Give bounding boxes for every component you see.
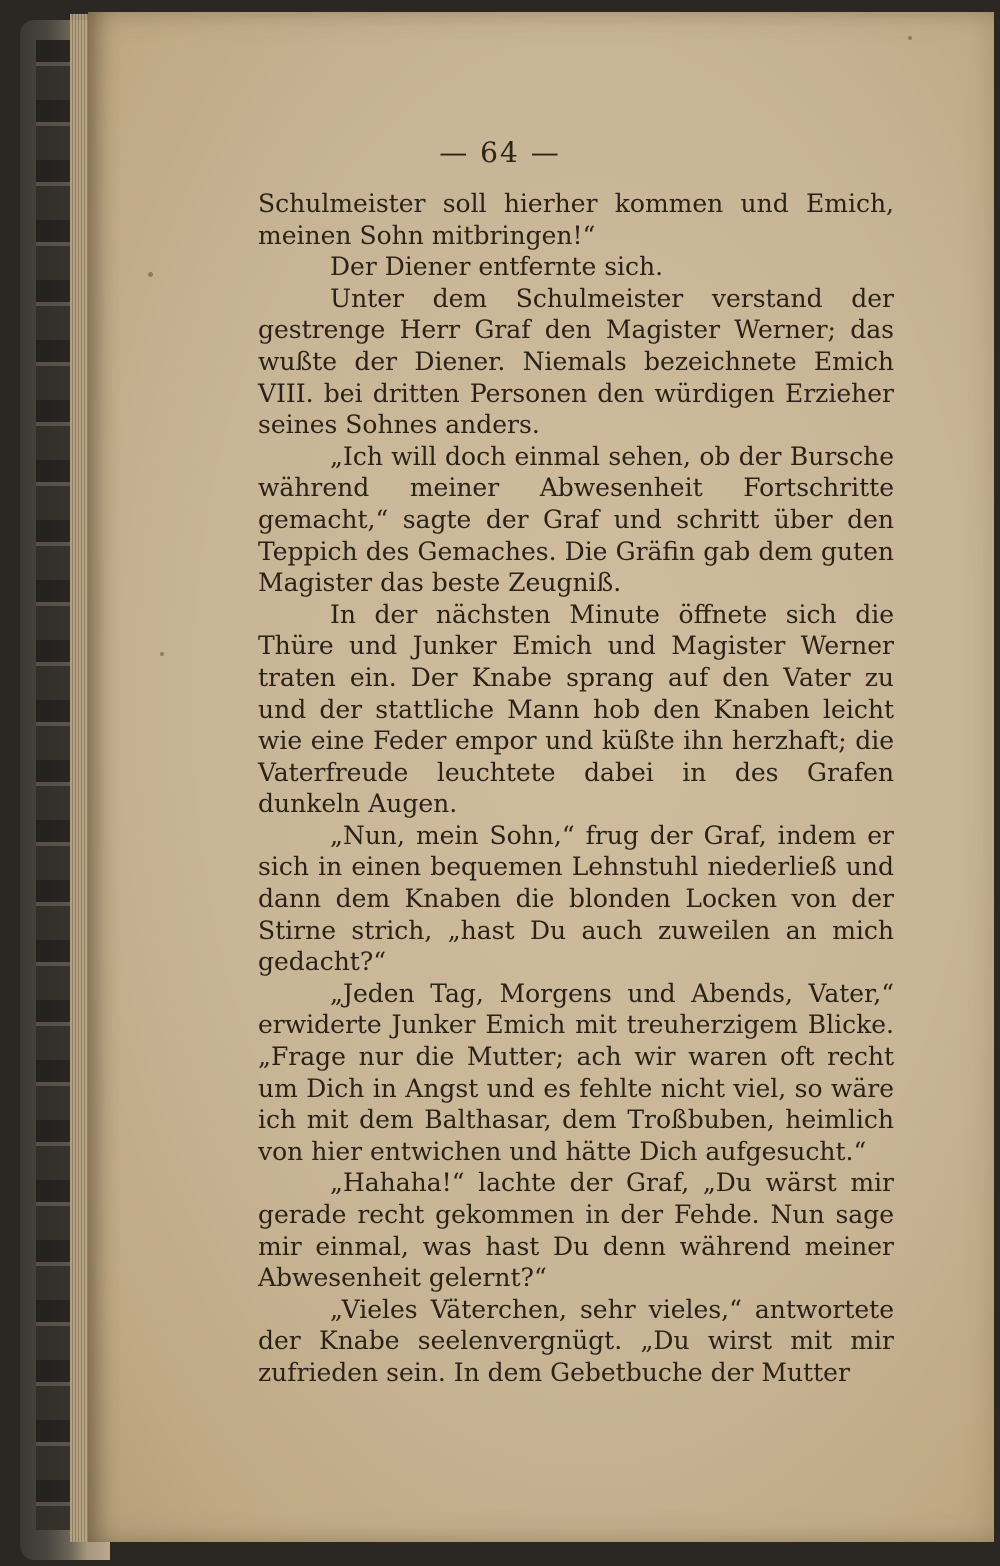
body-text [258, 188, 894, 1389]
paragraph: „Jeden Tag, Morgens und Abends, Vater,“ erwiderte Junker Emich mit treuherzigem Blicke. „Frage nur die Mutter; ach wir waren oft recht um Dich in Angst und es fehlte nicht viel, so wäre ich mit dem Balthasar, dem Troßbuben, heimlich von hier entwichen und hätte Dich aufgesucht.“ [258, 978, 894, 1166]
paper-speck [908, 36, 912, 40]
binding-cloth [36, 40, 70, 1530]
paper-speck [160, 652, 164, 656]
page-number: — 64 — [439, 136, 561, 169]
paragraph: Der Diener entfernte sich. [330, 252, 664, 282]
paper-speck [148, 272, 153, 277]
paragraph: „Hahaha!“ lachte der Graf, „Du wärst mir gerade recht gekommen in der Fehde. Nun sage mir einmal, was hast Du denn während meiner Abwesenheit gelernt?“ [258, 1168, 894, 1293]
paragraph: Unter dem Schulmeister verstand der gestrenge Herr Graf den Magister Werner; das wußte der Diener. Niemals bezeichnete Emich VIII. bei dritten Personen den würdigen Erzieher seines Sohnes anders. [258, 283, 894, 440]
paragraph: „Vieles Väterchen, sehr vieles,“ antwortete der Knabe seelenvergnügt. „Du wirst mit mir zufrieden sein. In dem Gebetbuche der Mutter [258, 1294, 894, 1387]
paragraph: Schulmeister soll hierher kommen und Emich, meinen Sohn mitbringen!“ [258, 189, 894, 250]
paragraph: „Ich will doch einmal sehen, ob der Bursche während meiner Abwesenheit Fortschritte gemacht,“ sagte der Graf und schritt über den Teppich des Gemaches. Die Gräfin gab dem guten Magister das beste Zeugniß. [258, 441, 894, 598]
paragraph: In der nächsten Minute öffnete sich die Thüre und Junker Emich und Magister Werner traten ein. Der Knabe sprang auf den Vater zu und der stattliche Mann hob den Knaben leicht wie eine Feder empor und küßte ihn herzhaft; die Vaterfreude leuchtete dabei in des Grafen dunkeln Augen. [258, 599, 894, 819]
paragraph: „Nun, mein Sohn,“ frug der Graf, indem er sich in einen bequemen Lehnstuhl niederließ und dann dem Knaben die blonden Locken von der Stirne strich, „hast Du auch zuweilen an mich gedacht?“ [258, 820, 894, 977]
